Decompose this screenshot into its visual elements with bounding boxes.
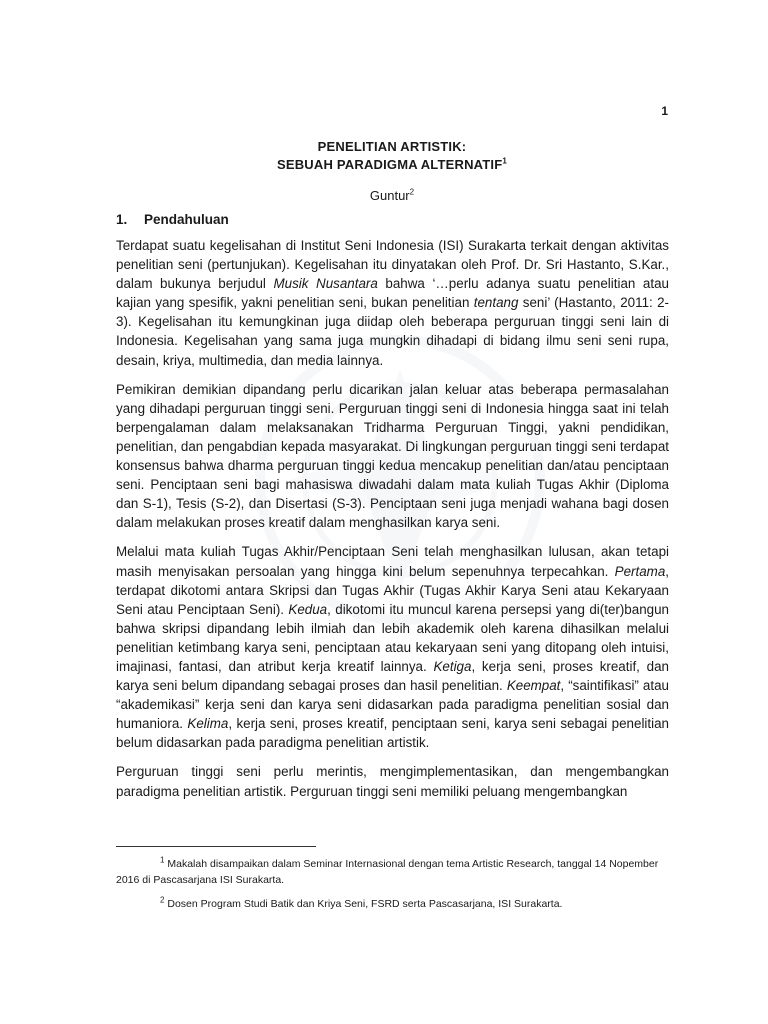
- title-line-2-text: SEBUAH PARADIGMA ALTERNATIF: [276, 157, 503, 172]
- footnote-divider: [116, 846, 316, 847]
- p3-text-3: , dikotomi itu muncul karena persepsi yang di(ter)bangun bahwa skripsi dipandang lebih ilmiah dan lebih akademik oleh karena dihasilkan melalui penelitian ketimbang karya seni, penciptaan atau kekaryaan seni yang ditopang oleh intuisi, imajinasi, fantasi, dan atribut kerja kreatif lainnya.: [116, 601, 669, 674]
- p3-italic-pertama: Pertama: [614, 563, 666, 579]
- title-line-2: [116, 156, 668, 174]
- p1-italic-title: Musik Nusantara: [273, 276, 378, 292]
- footnote-2-text: Dosen Program Studi Batik dan Kriya Seni, FSRD serta Pascasarjana, ISI Surakarta.: [164, 898, 563, 910]
- page-number: 1: [661, 104, 668, 118]
- p1-italic-tentang: tentang: [473, 295, 519, 311]
- paragraph-1: [116, 236, 669, 370]
- p1-text-3: seni’ (Hastanto, 2011: 2-3). Kegelisahan itu kemungkinan juga diidap oleh beberapa perguruan tinggi seni lain di Indonesia. Kegelisahan yang sama juga mungkin dihadapi di bidang ilmu seni seni rupa, desain, kriya, multimedia, dan media lainnya.: [116, 295, 669, 368]
- p3-italic-ketiga: Ketiga: [433, 658, 472, 674]
- footnote-1: [116, 856, 669, 888]
- title-line-1: PENELITIAN ARTISTIK:: [317, 139, 467, 154]
- p1-text-1: Terdapat suatu kegelisahan di Institut Seni Indonesia (ISI) Surakarta terkait dengan aktivitas penelitian seni (pertunjukan). Kegelisahan itu dinyatakan oleh Prof. Dr. Sri Hastanto, S.Kar., dalam bukunya berjudul: [116, 238, 669, 292]
- author-name-text: Guntur: [369, 188, 410, 203]
- footnotes: [116, 856, 669, 920]
- p3-text-4: , kerja seni, proses kreatif, dan karya seni belum dipandang sebagai proses dan hasil penelitian.: [116, 658, 669, 694]
- title-footnote-mark[interactable]: 1: [502, 156, 508, 166]
- paragraph-2: Pemikiran demikian dipandang perlu dicarikan jalan keluar atas beberapa permasalahan yang dihadapi perguruan tinggi seni. Perguruan tinggi seni di Indonesia hingga saat ini telah berpengalaman dalam melaksanakan Tridharma Perguruan Tinggi, yakni pendidikan, penelitian, dan pengabdian kepada masyarakat. Di lingkungan perguruan tinggi seni terdapat konsensus bahwa dharma perguruan tinggi kedua mencakup penelitian dan/atau penciptaan seni. Penciptaan seni bagi mahasiswa diwadahi dalam mata kuliah Tugas Akhir (Diploma dan S-1), Tesis (S-2), dan Disertasi (S-3). Penciptaan seni juga menjadi wahana bagi dosen dalam melakukan proses kreatif dalam menghasilkan karya seni.: [116, 381, 669, 531]
- p3-italic-keempat: Keempat: [506, 678, 561, 694]
- paragraph-4: Perguruan tinggi seni perlu merintis, mengimplementasikan, dan mengembangkan paradigma penelitian artistik. Perguruan tinggi seni memiliki peluang mengembangkan: [116, 764, 669, 799]
- footnote-2: [116, 896, 669, 912]
- p3-text-1: Melalui mata kuliah Tugas Akhir/Penciptaan Seni telah menghasilkan lulusan, akan tetapi masih menyisakan persoalan yang hingga kini belum sepenuhnya terpecahkan.: [116, 544, 669, 579]
- section-heading: [116, 212, 668, 227]
- body-text: [116, 236, 669, 801]
- section-number: 1.: [116, 212, 128, 227]
- author-footnote-mark[interactable]: 2: [409, 187, 415, 197]
- p3-italic-kelima: Kelima: [187, 716, 229, 732]
- footnote-2-mark: 2: [160, 895, 165, 905]
- paragraph-3: [116, 542, 669, 752]
- p3-text-5: , “saintifikasi” atau “akademikasi” kerja seni dan karya seni didasarkan pada paradigma penelitian sosial dan humaniora.: [116, 678, 669, 732]
- p3-text-2: , terdapat dikotomi antara Skripsi dan Tugas Akhir (Tugas Akhir Karya Seni atau Kekaryaan Seni atau Penciptaan Seni).: [116, 563, 669, 617]
- footnote-1-mark: 1: [160, 855, 165, 865]
- footnote-1-text: Makalah disampaikan dalam Seminar Internasional dengan tema Artistic Research, tanggal 14 Nopember 2016 di Pascasarjana ISI Surakarta.: [116, 858, 659, 886]
- section-title: Pendahuluan: [144, 212, 229, 227]
- author-name: [116, 188, 668, 203]
- title-block: [116, 138, 668, 203]
- p3-text-6: , kerja seni, proses kreatif, penciptaan seni, karya seni sebagai penelitian belum didasarkan pada paradigma penelitian artistik.: [116, 716, 669, 751]
- p3-italic-kedua: Kedua: [288, 601, 328, 617]
- p1-text-2: bahwa ‘…perlu adanya suatu penelitian atau kajian yang spesifik, yakni penelitian seni, bukan penelitian: [116, 276, 669, 311]
